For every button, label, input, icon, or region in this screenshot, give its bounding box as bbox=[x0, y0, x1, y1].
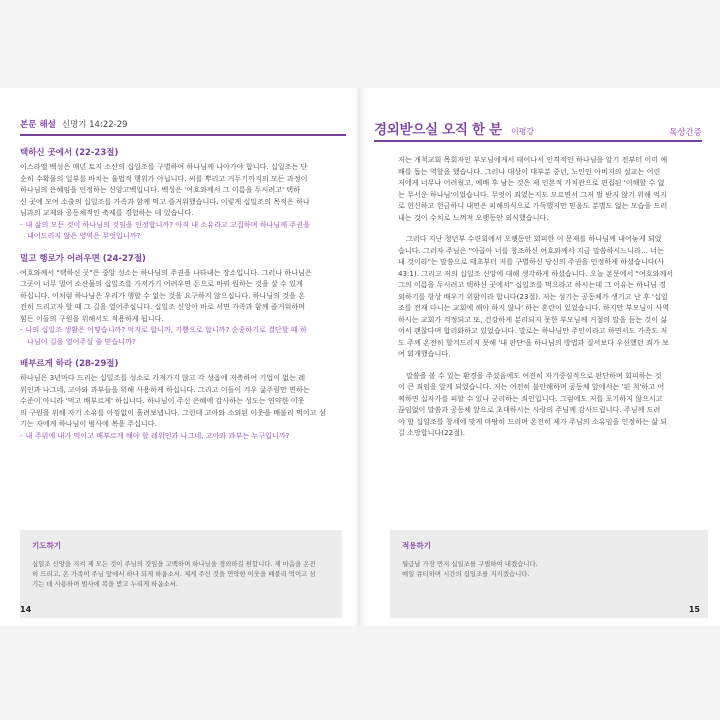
testimony-line: 어서 괜찮다며 합리화하고 있었습니다. 말로는 하나님만 주인이라고 하면서도 가족도 저 bbox=[398, 326, 668, 335]
body-line: 신 곳에 모여 소출의 십일조를 가족과 함께 먹고 즐거워했습니다. 이렇게 십일조의 목적은 하나 bbox=[20, 196, 310, 206]
left-header-divider bbox=[20, 134, 346, 136]
section-body bbox=[20, 161, 344, 219]
body-line: 하나님의 은혜임을 인정하는 신앙고백입니다. 백성은 '여호와께서 그 이름을 두시려고' 택하 bbox=[20, 185, 300, 194]
section-body bbox=[20, 267, 344, 325]
left-page bbox=[0, 88, 360, 626]
testimony-line: 야 할 십일조를 창세에 맞게 마땅히 드리며 온전히 제가 주님의 소유임을 인정하는 삶 되 bbox=[398, 416, 668, 426]
question-line bbox=[20, 336, 344, 348]
testimony-paragraph bbox=[398, 370, 700, 439]
right-header bbox=[374, 112, 702, 138]
testimony-line: 저는 개척교회 목회자인 부모님에게서 태어나서 인격적인 하나님을 알기 전부터 이미 예 bbox=[398, 155, 668, 164]
question-dash: - bbox=[20, 219, 23, 229]
testimony-line: 습니다. 그러자 주님은 "아곱아 너를 창조하신 여호와께서 지금 말씀하시느니라… 너는 bbox=[398, 245, 664, 255]
testimony-body bbox=[398, 154, 700, 449]
testimony-heading bbox=[374, 118, 534, 138]
testimony-line: 외하기를 항상 배우기 위함이라 합니다(23절). 저는 섬기는 공동체가 생기고 난 후 '십일 bbox=[398, 291, 668, 301]
testimony-line: 도 주께 온전히 할겨드리지 못해 '내 판단'을 하나님의 방법과 질서보다 우선했던 죄가 보 bbox=[398, 337, 669, 347]
left-header bbox=[20, 118, 128, 130]
testimony-paragraph bbox=[398, 233, 700, 360]
right-header-tag: 목상간증 bbox=[669, 128, 702, 138]
question-dash: - bbox=[20, 325, 23, 334]
testimony-paragraph bbox=[398, 154, 700, 223]
body-line: 의 구원을 위해 자기 소유를 아낌없이 흘려보냅니다. 그런데 고아와 소외된 이웃을 배불리 먹이고 섬 bbox=[20, 407, 326, 417]
reflection-question bbox=[20, 324, 344, 347]
body-line: 힘든 이들의 구원을 위해서도 적용하게 됩니다. bbox=[20, 313, 164, 323]
right-header-divider bbox=[374, 140, 702, 142]
testimony-line: 는 무서운 하나님'이었습니다. 무엇이 죄였는지도 모르면서 그저 벌 받지 않기 위해 억지 bbox=[398, 189, 667, 199]
question-dash: - bbox=[20, 430, 23, 440]
reflection-question bbox=[20, 430, 344, 442]
testimony-title: 경외받으실 오직 한 분 bbox=[374, 122, 502, 138]
body-line: 수준이 아니라 '먹고 배부르게' 하십니다. 하나님이 주신 은혜에 감사하는 성도는 연약한 이웃 bbox=[20, 396, 305, 405]
question-text: 내 주위에 내가 먹이고 배부르게 해야 할 레위인과 나그네, 고아와 과부는 누구입니까? bbox=[25, 430, 290, 440]
prayer-box-title: 기도하기 bbox=[32, 541, 61, 550]
testimony-line: 찌하면 십자가를 피할 수 있나 궁리하는 죄인입니다. 그럼에도 저를 포기하지 않으시고 bbox=[398, 393, 663, 403]
commentary-section bbox=[20, 146, 344, 242]
page-number-right: 15 bbox=[688, 605, 700, 614]
application-box bbox=[390, 530, 708, 618]
section-body bbox=[20, 372, 344, 430]
application-box-title: 적용하기 bbox=[402, 541, 431, 550]
body-line: 기는 자에게 하나님이 범사에 복을 주십니다. bbox=[20, 419, 157, 428]
testimony-line: 로 헌신하고 헌금하니 내면은 피해의식으로 가득했지만 믿음도 분별도 없는 모습을 드러 bbox=[398, 201, 668, 210]
testimony-line: 그의 이름을 두시려고 택하신 곳에서" 십일조를 먹으라고 하시는데 그 이유는 하나님 경 bbox=[398, 280, 666, 289]
prayer-line: 히 드리고, 온 가족이 주님 앞에서 하나 되게 하옵소서. 제게 주신 것을 연약한 이웃을 배불리 먹이고 섬 bbox=[32, 570, 316, 578]
right-page bbox=[360, 88, 720, 626]
body-line: 여호와께서 "택하신 곳"은 중앙 성소는 하나님의 주권을 나타내는 장소입니다. 그러나 하나님은 bbox=[20, 267, 312, 277]
question-line bbox=[20, 230, 344, 242]
testimony-line: 조를 전재 다니는 교회에 해야 하지 않나' 하는 혼란이 있었습니다. 하지만 부모님이 사역 bbox=[398, 303, 670, 312]
testimony-line: 내는 것이 수치로 느껴져 오랫동안 외식했습니다. bbox=[398, 212, 549, 222]
testimony-line: 배를 돕는 역할을 했습니다. 그러나 대상이 대부분 중년, 노인인 아버지의 설교는 어린 bbox=[398, 166, 661, 176]
prayer-line: 기는 데 사용하며 범사에 복을 받고 누리게 하옵소서. bbox=[32, 580, 178, 588]
testimony-line: 저에게 너무나 어려웠고, 예배 후 남는 것은 제 인본적 가치관으로 편집된 '이해할 수 없 bbox=[398, 178, 665, 187]
testimony-line: 이 큰 죄임을 알게 되었습니다. 저는 여전히 불안해하며 공동체 앞에서는 '된 척'하고 어 bbox=[398, 382, 665, 391]
book-spread bbox=[0, 88, 720, 626]
testimony-line: 하시는 교회가 걱정되고 또, 건강하게 분리되지 못한 부모님께 거절의 말을 듣는 것이 싫 bbox=[398, 314, 668, 324]
reflection-question bbox=[20, 219, 344, 242]
body-line: 그곳이 너무 멀어 소산물의 십일조를 가져가기 어려우면 돈으로 바꿔 원하는 것을 살 수 있게 bbox=[20, 279, 303, 288]
testimony-line: 끊임없이 말씀과 공동체 앞으로 초대하시는 사랑의 주님께 감사드립니다. 주님께 드려 bbox=[398, 405, 661, 414]
question-text: 나님이 길을 열어주실 줄 믿습니까? bbox=[27, 336, 136, 346]
section-title: 멀고 행로가 어려우면 (24-27절) bbox=[20, 253, 146, 264]
body-line: 이스라엘 백성은 매년 토지 소산의 십일조를 구별하여 하나님께 나아가야 합니다. 십일조는 단 bbox=[20, 162, 308, 171]
question-line bbox=[20, 219, 344, 231]
question-text: 내어드리지 않은 영역은 무엇입니까? bbox=[27, 231, 141, 240]
testimony-line: 내 것이라"는 말씀으로 태초부터 저를 구별하신 당신의 주권을 인정하게 하셨습니다(사 bbox=[398, 257, 665, 266]
commentary-section bbox=[20, 357, 344, 441]
question-text: 나의 십일조 생활은 어떻습니까? 억지로 합니까, 기쁨으로 합니까? 순종하기로 결단할 때 하 bbox=[25, 325, 307, 334]
prayer-line: 십일조 신앙을 지켜 제 모든 것이 주님의 것임을 고백하며 하나님을 경외하길 원합니다. 제 마음을 온전 bbox=[32, 560, 316, 568]
section-title: 택하신 곳에서 (22-23절) bbox=[20, 148, 119, 158]
body-line: 위인과 나그네, 고아와 과부들을 위해 사용하게 하십니다. 그리고 이들이 겨우 굶주림만 면하는 bbox=[20, 384, 310, 394]
application-line: 매일 큐티하며 시간의 십일조를 지키겠습니다. bbox=[402, 570, 530, 578]
section-title: 배부르게 하라 (28-29절) bbox=[20, 359, 119, 369]
question-line bbox=[20, 324, 344, 336]
commentary-section bbox=[20, 252, 344, 348]
question-text: 내 삶의 모든 것이 하나님의 것임을 인정합니까? 아직 내 소유라고 고집하며 하나님께 주권을 bbox=[25, 219, 310, 229]
application-line: 월급날 가장 먼저 십일조를 구별하여 내겠습니다. bbox=[402, 560, 538, 568]
prayer-box bbox=[20, 530, 342, 618]
page-number-left: 14 bbox=[20, 605, 32, 614]
testimony-line: 길 소망합니다(22절). bbox=[398, 428, 466, 437]
testimony-line: 그러다 지난 청년부 수련회에서 오랫동안 회피한 이 문제를 하나님께 내어놓게 되었 bbox=[406, 234, 662, 243]
testimony-line: 말씀을 볼 수 있는 환경을 주셨음에도 여전히 자기중심적으로 판단하며 회피하는 것 bbox=[406, 370, 662, 380]
prayer-box-text bbox=[32, 559, 330, 589]
question-line bbox=[20, 430, 344, 442]
testimony-author: 이평강 bbox=[510, 127, 535, 136]
body-line: 순히 수확물의 일부를 바치는 율법적 행위가 아닙니다. 씨를 뿌리고 거두기까지의 모든 과정이 bbox=[20, 173, 308, 183]
body-line: 님과의 교제와 공동체적인 축제를 경험하는 데 있습니다. bbox=[20, 208, 194, 217]
application-box-text bbox=[402, 559, 696, 579]
testimony-line: 여 회개했습니다. bbox=[398, 349, 451, 358]
testimony-line: 43:1). 그리고 저의 십일조 신앙에 대해 생각하게 하셨습니다. 오늘 본문에서 "여호와께서 bbox=[398, 268, 674, 278]
body-line: 전히 드리고자 할 때 그 길을 열어주십니다. 십일조 신앙이 바로 서면 가족과 함께 즐거워하며 bbox=[20, 302, 306, 311]
body-line: 하십니다. 이처럼 하나님은 우리가 행할 수 없는 것을 요구하지 않으십니다. 하나님의 것을 온 bbox=[20, 290, 306, 300]
scripture-reference: 신명기 14:22-29 bbox=[61, 120, 128, 130]
left-header-tag: 본문 해설 bbox=[20, 120, 56, 130]
body-line: 하나님은 3년마다 드리는 십일조를 성소로 가져가지 않고 각 성읍에 저축하여 기업이 없는 레 bbox=[20, 373, 306, 382]
commentary-body bbox=[20, 146, 344, 451]
